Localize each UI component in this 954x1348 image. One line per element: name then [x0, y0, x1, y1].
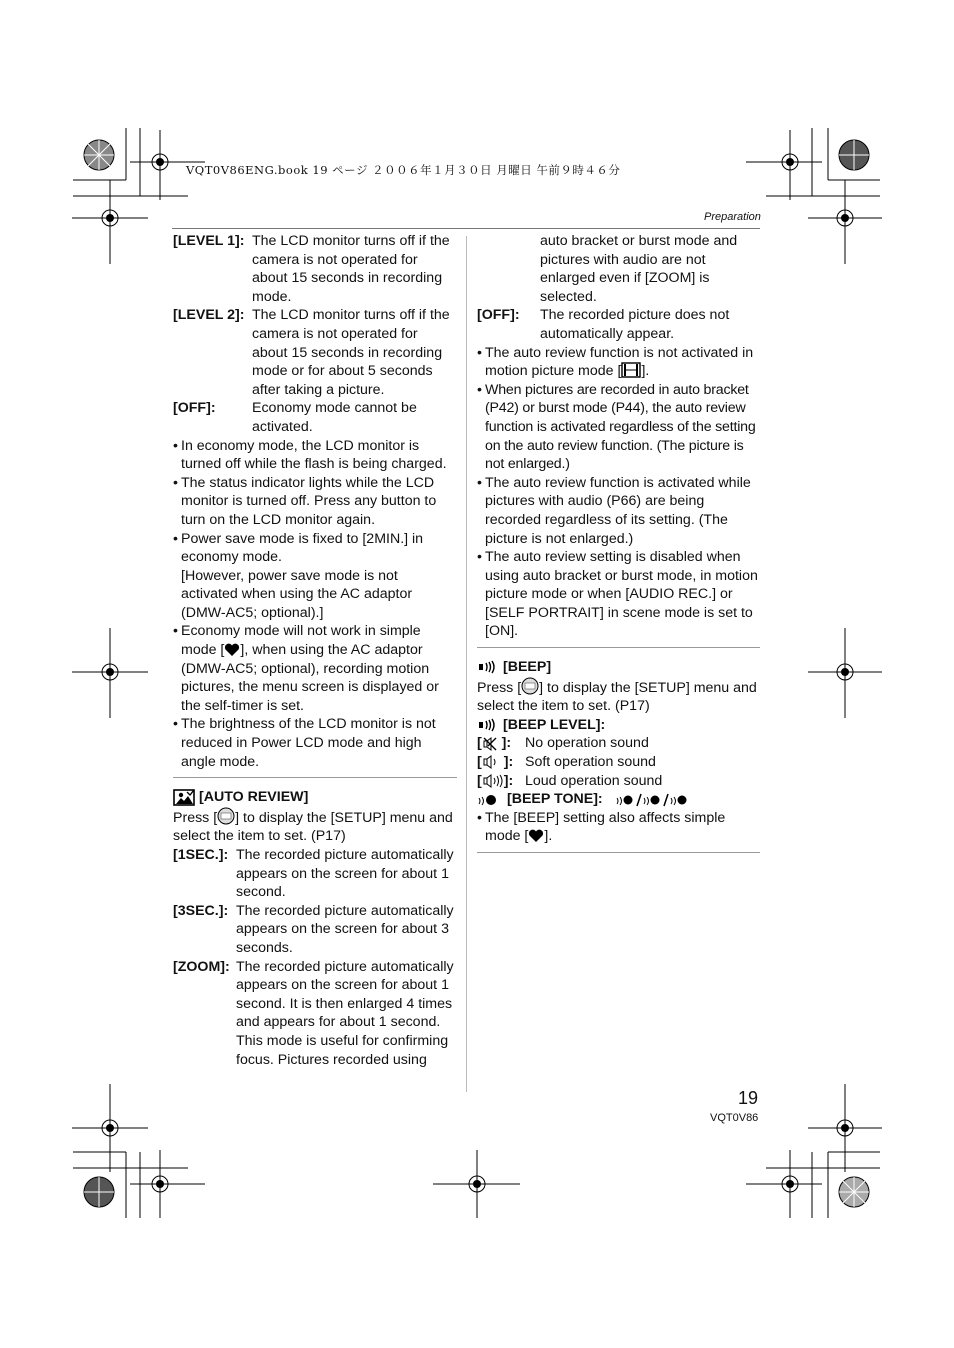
speaker-icon [477, 718, 499, 732]
level1-desc: The LCD monitor turns off if the camera is not operated for about 15 seconds in recording mode. [252, 233, 450, 305]
off-term: [OFF]: [173, 400, 216, 417]
zoom-term: [ZOOM]: [173, 958, 230, 975]
section-rule [173, 777, 457, 778]
sec3-item [173, 902, 457, 958]
review-off-desc: The recorded picture does not automatically appear. [540, 307, 730, 342]
section-title: Preparation [704, 211, 761, 223]
speaker-icon [477, 660, 499, 674]
heart-icon [528, 829, 544, 843]
list-item: • The status indicator lights while the LCD monitor is turned off. Press any button to turn on the LCD monitor again. [173, 474, 437, 528]
beep-tone-heading [477, 790, 760, 809]
list-item: • The auto review setting is disabled when using auto bracket or burst mode, in motion picture mode or when [AUDIO REC.] or [SELF PORTRAIT] in scene mode is set to [ON]. [477, 549, 758, 640]
level2-desc: The LCD monitor turns off if the camera is not operated for about 15 seconds in recording mode or for about 5 seconds after taking a picture. [252, 307, 450, 398]
beep-press: Press [ ] to display the [SETUP] menu and select the item to set. (P17) [477, 677, 760, 716]
header-rule [172, 228, 760, 229]
column-divider [466, 236, 467, 1092]
off-desc: Economy mode cannot be activated. [252, 400, 417, 435]
loud-sound-icon [482, 774, 504, 788]
beep-level-title: [BEEP LEVEL]: [503, 716, 606, 733]
beep-level-soft: [ ]: Soft operation sound [477, 754, 656, 771]
list-item: • The [BEEP] setting also affects simple mode [ ]. [477, 809, 726, 845]
beep-level-loud: [ ]: Loud operation sound [477, 772, 663, 789]
list-item: • The auto review function is not activated in motion picture mode [ ]. [477, 344, 754, 380]
motion-picture-icon [621, 362, 641, 378]
level1-term: [LEVEL 1]: [173, 233, 245, 249]
section-rule [477, 852, 760, 853]
zoom-continued: auto bracket or burst mode and pictures with audio are not enlarged even if [ZOOM] is selected. [540, 233, 738, 305]
level2-item [173, 306, 457, 399]
review-off-term: [OFF]: [477, 307, 520, 324]
auto-review-icon [173, 789, 195, 806]
left-column [173, 232, 457, 1069]
section-rule [477, 647, 760, 648]
menu-set-button-icon [521, 677, 539, 695]
beep-tone-options-icon [615, 792, 695, 808]
sec3-desc: The recorded picture automatically appears on the screen for about 3 seconds. [236, 902, 454, 956]
list-item: • The brightness of the LCD monitor is not reduced in Power LCD mode and high angle mode. [173, 716, 436, 770]
list-item: • The auto review function is activated while pictures with audio (P66) are being recorded regardless of its setting. (The picture is not enlarged.) [477, 474, 751, 547]
beep-title: [BEEP] [503, 659, 552, 676]
list-item: • In economy mode, the LCD monitor is turned off while the flash is being charged. [173, 437, 447, 473]
page-number: 19 [738, 1088, 759, 1108]
sec1-desc: The recorded picture automatically appears on the screen for about 1 second. [236, 847, 454, 901]
zoom-desc: The recorded picture automatically appears on the screen for about 1 second. It is then enlarged 4 times and appears for about 1 second. This mode is useful for confirming focus. Pictures recorded using [236, 958, 454, 1068]
level2-term: [LEVEL 2]: [173, 307, 245, 324]
sec1-item [173, 846, 457, 902]
mute-icon [482, 737, 498, 751]
right-column [477, 232, 760, 863]
beep-tone-icon [477, 792, 499, 808]
list-item: • When pictures are recorded in auto bracket (P42) or burst mode (P44), the auto review function is activated regardless of the setting on the auto review function. (The picture is not enlarged.) [477, 381, 756, 473]
list-item: • Economy mode will not work in simple mode [ ], when using the AC adaptor (DMW-AC5; optional), recording motion pictures, the menu screen is displayed or the self-timer is set. [173, 623, 439, 714]
auto-review-heading [173, 788, 457, 807]
soft-sound-icon [482, 755, 504, 769]
sec1-term: [1SEC.]: [173, 847, 229, 863]
file-info-line: VQT0V86ENG.book 19 ページ ２００６年１月３０日 月曜日 午前９時４６分 [186, 163, 621, 177]
document-code: VQT0V86 [710, 1112, 759, 1124]
zoom-item [173, 958, 457, 1070]
beep-tone-title: [BEEP TONE]: [507, 791, 603, 808]
beep-level-mute: [ ]: No operation sound [477, 735, 649, 752]
off-item [173, 399, 457, 436]
beep-level-heading [477, 716, 760, 735]
sec3-term: [3SEC.]: [173, 902, 229, 919]
auto-review-title: [AUTO REVIEW] [199, 789, 309, 806]
review-off-item [477, 306, 760, 343]
menu-set-button-icon [217, 807, 235, 825]
heart-icon [224, 643, 240, 657]
beep-heading [477, 658, 760, 677]
level1-item [173, 232, 457, 306]
list-item: • Power save mode is fixed to [2MIN.] in economy mode. [However, power save mode is not activated when using the AC adaptor (DMW-AC5; optional).] [173, 530, 424, 621]
auto-review-press: Press [ ] to display the [SETUP] menu and select the item to set. (P17) [173, 807, 457, 846]
